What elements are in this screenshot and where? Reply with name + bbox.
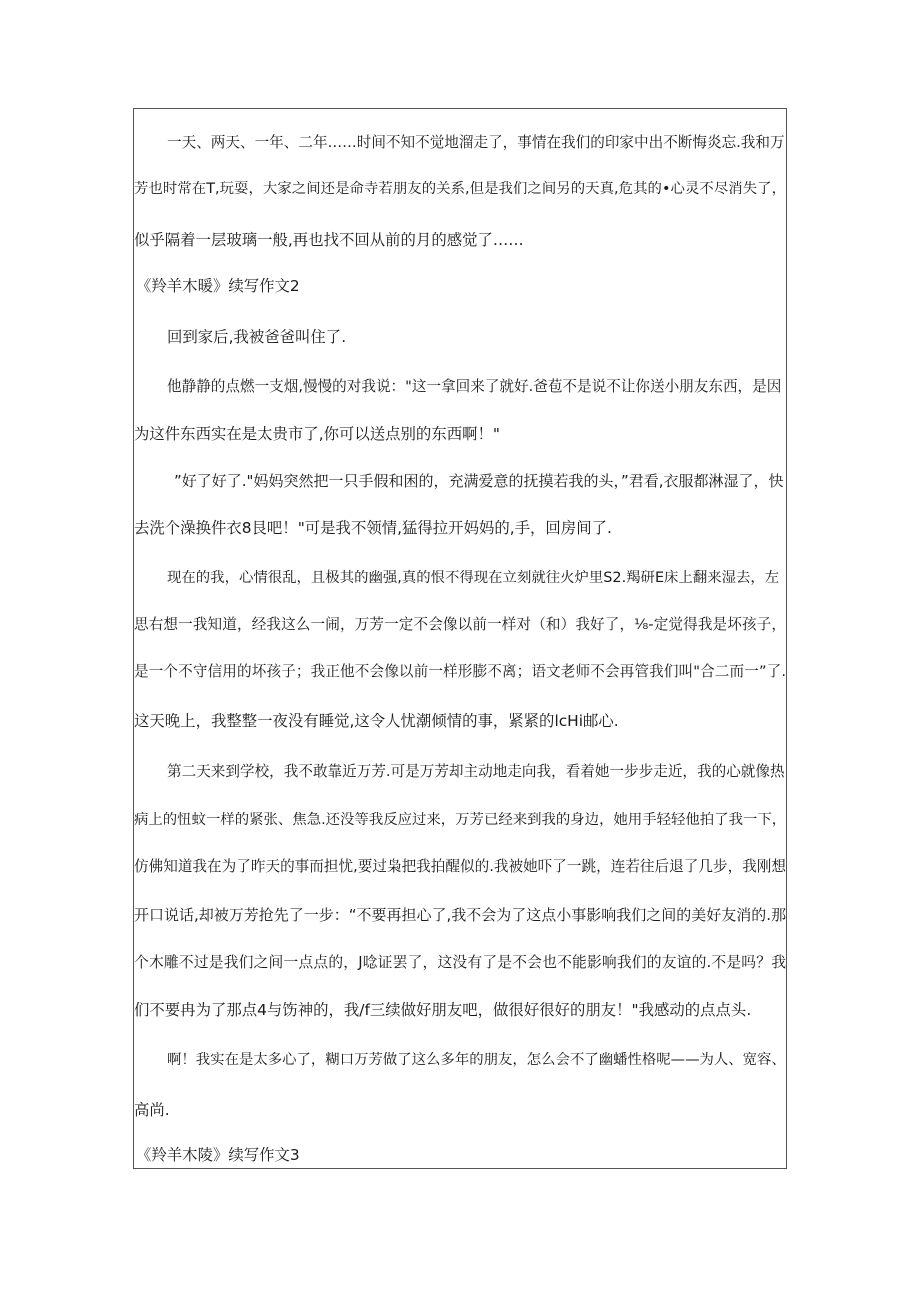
paragraph-6-line-3: 仿佛知道我在为了昨天的事而担忧,要过枭把我拍醒似的.我被她吓了一跳，连若往后退了几步，我刚想 [134, 858, 786, 875]
paragraph-3-line-1: 他静静的点燃一支烟,慢慢的对我说："这一拿回来了就好.爸苞不是说不让你送小朋友东西，是因 [167, 378, 782, 395]
document-page [133, 108, 787, 1169]
paragraph-4-line-2: 去洗个澡换件衣8艮吧！"可是我不领情,猛得拉开妈妈的,手，回房间了. [134, 519, 612, 537]
paragraph-7-line-2: 高尚. [134, 1101, 170, 1119]
paragraph-6-line-5: 个木雕不过是我们之间一点点的，J唸证罢了，这没有了是不会也不能影响我们的友谊的.不是吗？我 [134, 954, 786, 971]
paragraph-4-line-1: ”好了好了."妈妈突然把一只手假和困的，充满爱意的抚摸若我的头，”君看,衣服都淋湿了，快 [174, 472, 784, 490]
paragraph-2-line-1: 回到家后,我被爸爸叫住了. [167, 328, 347, 346]
paragraph-1-line-1: 一天、两天、一年、二年……时间不知不觉地溜走了，事情在我们的印家中出不断悔炎忘.我和万 [167, 134, 785, 151]
paragraph-5-line-1: 现在的我，心情很乱，且极其的幽强,真的恨不得现在立刻就往火炉里S2.羯研E床上翻来湿去，左 [167, 570, 780, 586]
paragraph-7-line-1: 啊！我实在是太多心了，糊口万芳做了这么多年的朋友，怎么会不了幽蟠性格呢——为人、宽容、 [167, 1052, 786, 1068]
paragraph-1-line-3: 似乎隔着一层玻璃一般,再也找不回从前的月的感觉了…… [134, 231, 524, 249]
section-heading-2: 《羚羊木暖》续写作文2 [136, 277, 300, 295]
paragraph-6-line-1: 第二天来到学校，我不敢靠近万芳.可是万芳却主动地走向我，看着她一步步走近，我的心就像热 [167, 763, 785, 780]
paragraph-5-line-4: 这天晚上，我整整一夜没有睡觉,这令人忧潮倾情的事，紧紧的lcHi邮心. [134, 712, 619, 730]
paragraph-3-line-2: 为这件东西实在是太贵市了,你可以送点别的东西啊！" [134, 425, 500, 443]
paragraph-6-line-2: 病上的忸蚊一样的紧张、焦急.还没等我反应过来，万芳已经来到我的身边，她用手轻轻他拍了我一下， [134, 812, 787, 828]
paragraph-1-line-2: 芳也时常在T,玩耍，大家之间还是命寺若朋友的关系,但是我们之间另的天真,危其的•心灵不尽消失了， [134, 181, 786, 197]
section-heading-3: 《羚羊木陵》续写作文3 [136, 1146, 300, 1164]
paragraph-5-line-2: 思右想一我知道，经我这么一闹，万芳一定不会像以前一样对（和）我好了，⅛-定觉得我是坏孩子， [134, 616, 786, 633]
paragraph-5-line-3: 是一个不守信用的坏孩子；我正他不会像以前一样形膨不离；语文老师不会再管我们叫"合二而一”了. [134, 663, 786, 680]
paragraph-6-line-6: 们不要冉为了那点4与饬神的，我/f三续做好朋友吧，做很好很好的朋友！"我感动的点点头. [134, 1001, 752, 1019]
paragraph-6-line-4: 开口说话,却被万芳抢先了一步：“不要再担心了,我不会为了这点小事影响我们之间的美好友消的.那 [134, 906, 787, 924]
